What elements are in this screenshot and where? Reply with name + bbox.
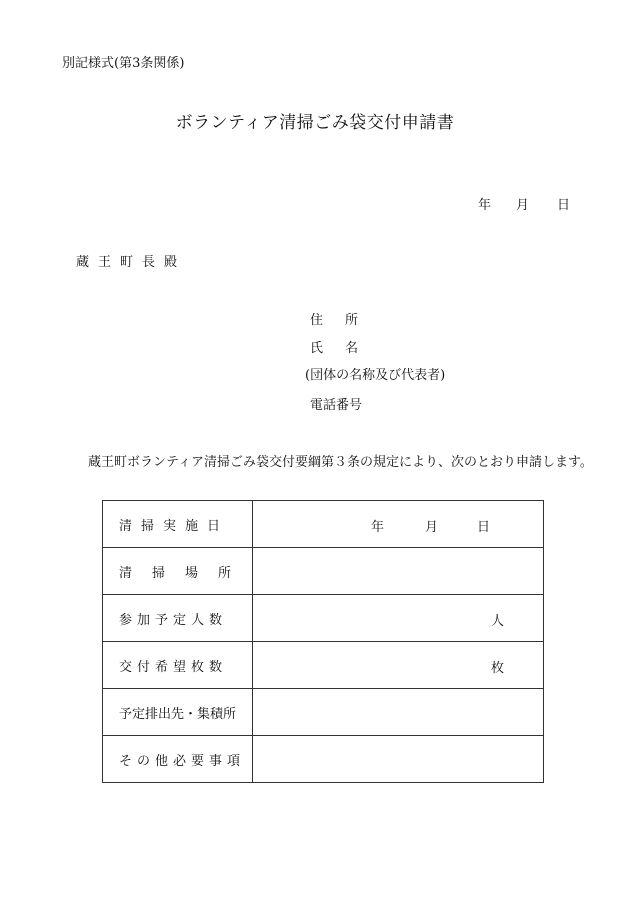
row-label-cell (103, 689, 253, 736)
cleanup-date-day: 日 (477, 520, 491, 535)
row-label-cell (103, 501, 253, 548)
table-row (103, 501, 544, 548)
cleanup-date-field[interactable] (253, 501, 544, 548)
row-label-other-matters: その他必要事項 (119, 753, 246, 769)
bag-count-unit: 枚 (491, 661, 505, 676)
date-month-label: 月 (516, 198, 530, 213)
applicant-group-note: (団体の名称及び代表者) (305, 368, 446, 383)
participants-field[interactable] (253, 595, 544, 642)
bag-count-field[interactable] (253, 642, 544, 689)
row-label-cleanup-date: 清掃実施日 (119, 518, 230, 534)
disposal-site-field[interactable] (253, 689, 544, 736)
application-table (102, 500, 544, 783)
row-label-bag-count: 交付希望枚数 (119, 659, 228, 675)
table-row (103, 595, 544, 642)
participants-unit: 人 (491, 614, 505, 629)
cleanup-location-field[interactable] (253, 548, 544, 595)
table-row (103, 736, 544, 783)
date-year-label: 年 (478, 198, 492, 213)
applicant-address-label: 住所 (310, 313, 381, 328)
row-label-cleanup-location: 清掃場所 (119, 565, 252, 581)
application-statement: 蔵王町ボランティア清掃ごみ袋交付要綱第３条の規定により、次のとおり申請します。 (88, 455, 593, 470)
row-label-cell (103, 642, 253, 689)
table-row (103, 689, 544, 736)
table-row (103, 548, 544, 595)
row-label-disposal-site: 予定排出先・集積所 (119, 706, 237, 722)
form-label: 別記様式(第3条関係) (62, 56, 185, 71)
page-title: ボランティア清掃ごみ袋交付申請書 (175, 113, 455, 133)
date-day-label: 日 (557, 198, 571, 213)
recipient: 蔵王町長殿 (76, 255, 187, 270)
row-label-cell (103, 595, 253, 642)
cleanup-date-year: 年 (371, 520, 385, 535)
applicant-phone-label: 電話番号 (310, 398, 363, 413)
applicant-name-label: 氏名 (310, 341, 381, 356)
cleanup-date-month: 月 (425, 520, 439, 535)
table-row (103, 642, 544, 689)
row-label-cell (103, 736, 253, 783)
other-matters-field[interactable] (253, 736, 544, 783)
row-label-cell (103, 548, 253, 595)
row-label-participants: 参加予定人数 (119, 612, 228, 628)
